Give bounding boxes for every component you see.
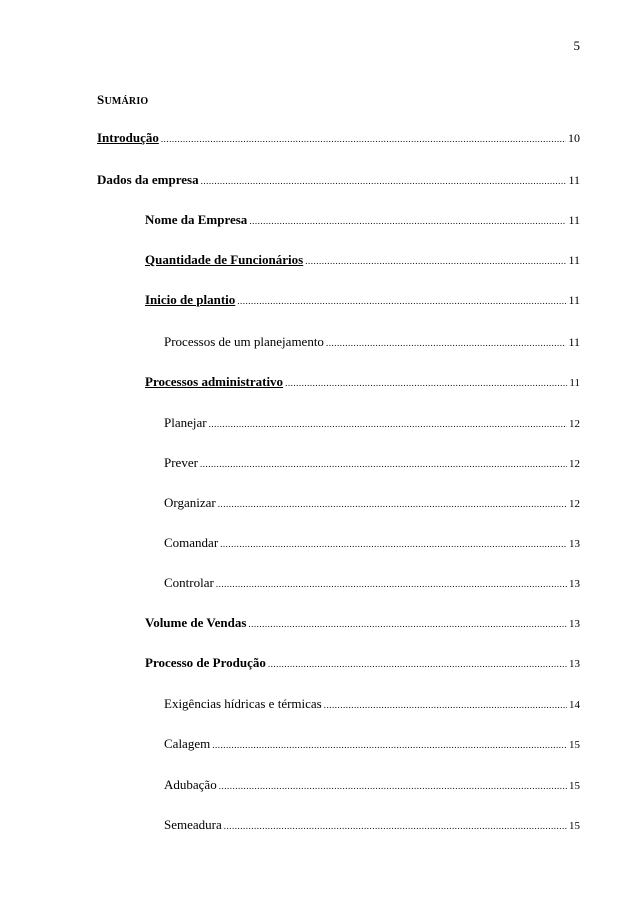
toc-entry-label: Exigências hídricas e térmicas — [164, 696, 322, 711]
dot-leader — [326, 338, 567, 348]
toc-entry-label: Comandar — [164, 535, 219, 550]
toc-entry-page: 15 — [569, 820, 580, 832]
toc-entry-label: Semeadura — [164, 817, 222, 832]
toc-entry-processo-de-producao[interactable] — [145, 655, 580, 671]
toc-entry-calagem[interactable] — [164, 736, 580, 752]
toc-entry-dados-da-empresa[interactable] — [97, 172, 580, 188]
dot-leader — [212, 740, 567, 750]
toc-entry-label: Nome da Empresa — [145, 212, 248, 227]
dot-leader — [237, 296, 566, 306]
dot-leader — [268, 659, 567, 669]
toc-entry-exigencias-hidricas-e-termicas[interactable] — [164, 696, 580, 712]
toc-entry-page: 11 — [568, 253, 580, 267]
toc-entry-page: 11 — [568, 173, 580, 187]
toc-entry-volume-de-vendas[interactable] — [145, 615, 580, 631]
toc-entry-page: 12 — [569, 458, 580, 470]
toc-entry-label: Dados da empresa — [97, 172, 199, 187]
toc-entry-page: 13 — [569, 658, 580, 670]
toc-entry-processos-administrativo[interactable] — [145, 374, 580, 390]
toc-entry-prever[interactable] — [164, 455, 580, 471]
dot-leader — [161, 134, 566, 144]
dot-leader — [249, 216, 566, 226]
toc-entry-quantidade-de-funcionarios[interactable] — [145, 252, 580, 268]
dot-leader — [219, 781, 567, 791]
toc-entry-label: Planejar — [164, 415, 207, 430]
toc-entry-label: Processo de Produção — [145, 655, 266, 670]
toc-entry-comandar[interactable] — [164, 535, 580, 551]
toc-entry-page: 13 — [569, 578, 580, 590]
toc-entry-label: Calagem — [164, 736, 211, 751]
toc-entry-page: 15 — [569, 739, 580, 751]
dot-leader — [218, 499, 567, 509]
toc-entry-label: Processos de um planejamento — [164, 334, 324, 349]
toc-entry-label: Quantidade de Funcionários — [145, 252, 304, 267]
toc-entry-page: 12 — [569, 498, 580, 510]
toc-entry-label: Processos administrativo — [145, 374, 284, 389]
dot-leader — [209, 419, 567, 429]
toc-entry-processos-de-um-planejamento[interactable] — [164, 334, 580, 350]
toc-entry-label: Adubação — [164, 777, 217, 792]
dot-leader — [248, 619, 567, 629]
dot-leader — [220, 539, 567, 549]
toc-entry-nome-da-empresa[interactable] — [145, 212, 580, 228]
toc-entry-label: Inicio de plantio — [145, 292, 236, 307]
toc-entry-page: 13 — [569, 538, 580, 550]
toc-entry-page: 11 — [568, 213, 580, 227]
dot-leader — [201, 176, 567, 186]
page-title — [97, 92, 148, 108]
toc-entry-organizar[interactable] — [164, 495, 580, 511]
toc-entry-label: Introdução — [97, 130, 159, 145]
dot-leader — [200, 459, 567, 469]
title-initial: S — [97, 92, 105, 107]
toc-entry-label: Volume de Vendas — [145, 615, 247, 630]
toc-entry-inicio-de-plantio[interactable] — [145, 292, 580, 308]
toc-entry-planejar[interactable] — [164, 415, 580, 431]
page-number: 5 — [573, 38, 580, 53]
toc-entry-semeadura[interactable] — [164, 817, 580, 833]
title-rest: UMÁRIO — [104, 96, 149, 107]
toc-entry-page: 11 — [568, 335, 580, 349]
toc-entry-page: 11 — [568, 293, 580, 307]
toc-entry-label: Controlar — [164, 575, 214, 590]
dot-leader — [224, 821, 567, 831]
toc-entry-introducao[interactable] — [97, 130, 580, 146]
toc-entry-page: 10 — [568, 131, 580, 145]
dot-leader — [285, 378, 567, 388]
dot-leader — [305, 256, 566, 266]
toc-entry-controlar[interactable] — [164, 575, 580, 591]
dot-leader — [324, 700, 567, 710]
toc-entry-page: 14 — [569, 699, 580, 711]
toc-entry-page: 15 — [569, 780, 580, 792]
dot-leader — [216, 579, 567, 589]
toc-entry-page: 13 — [569, 618, 580, 630]
toc-entry-label: Organizar — [164, 495, 216, 510]
toc-entry-page: 11 — [569, 377, 580, 389]
toc-entry-adubacao[interactable] — [164, 777, 580, 793]
toc-entry-page: 12 — [569, 418, 580, 430]
toc-entry-label: Prever — [164, 455, 198, 470]
